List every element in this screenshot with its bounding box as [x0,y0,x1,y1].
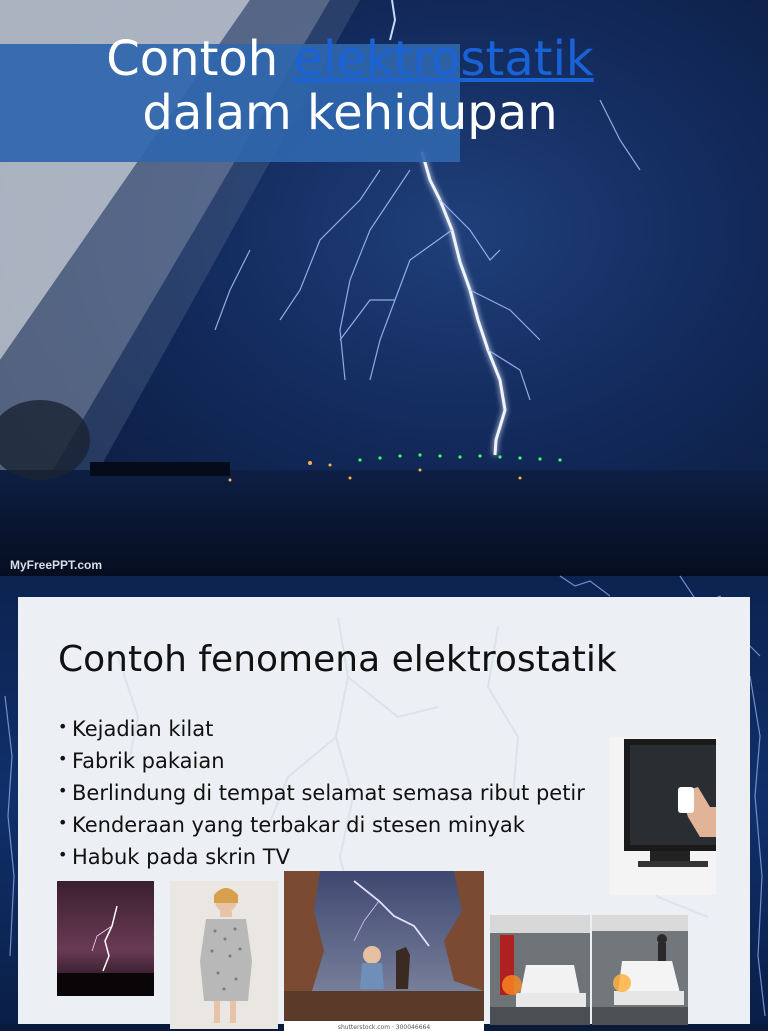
content-heading: Contoh fenomena elektrostatik [58,639,617,680]
photo-credit: shutterstock.com · 300046664 [337,1024,431,1031]
lightning-photo [57,881,154,996]
bullet-item: • Fabrik pakaian [58,745,585,777]
bullet-item: • Kenderaan yang terbakar di stesen minyak [58,809,585,841]
car-fire-photo-2 [592,915,688,1025]
title-link-elektrostatik[interactable]: elektrostatik [293,31,594,87]
bullet-list [58,713,585,873]
car-fire-photo-1 [490,915,590,1025]
title-text-part1: Contoh [106,31,294,87]
slide-title [40,32,660,140]
content-box [18,597,750,1031]
bullet-item: • Kejadian kilat [58,713,585,745]
bullet-item: • Berlindung di tempat selamat semasa ribut petir [58,777,585,809]
watermark: MyFreePPT.com [10,558,103,572]
title-text-part2: dalam kehidupan [142,85,558,141]
tv-cleaning-photo [610,737,716,895]
fabric-clothing-photo [170,881,278,1029]
content-slide [0,576,768,1031]
storm-shelter-photo [284,871,484,1031]
bullet-item: • Habuk pada skrin TV [58,841,585,873]
